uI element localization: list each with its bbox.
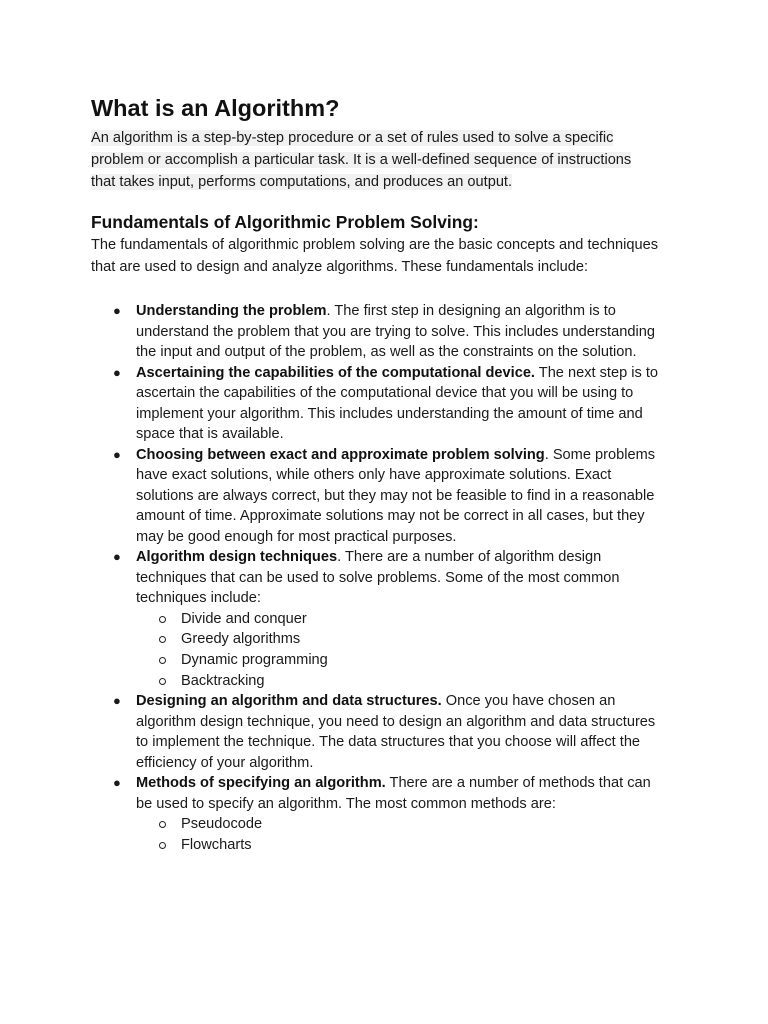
- list-item-term: Understanding the problem: [136, 303, 327, 319]
- hollow-bullet-icon: [159, 616, 166, 623]
- section-heading: Fundamentals of Algorithmic Problem Solving:: [91, 212, 479, 232]
- bullet-icon: ●: [113, 364, 121, 380]
- list-item-term: Choosing between exact and approximate problem solving: [136, 446, 545, 463]
- list-item-text: . The first step in designing an algorithm is to understand the problem that you are trying to solve. This includes understanding the input and output of the problem, as well as the constraints on the solution.: [136, 303, 655, 360]
- sub-list-item-text: Dynamic programming: [181, 651, 328, 668]
- hollow-bullet-icon: [159, 842, 166, 849]
- list-item-term: Methods of specifying an algorithm.: [136, 775, 386, 792]
- intro-paragraph: [91, 127, 666, 193]
- sub-list-item: [136, 671, 666, 692]
- sub-list-item-text: Divide and conquer: [181, 610, 307, 627]
- bullet-icon: ●: [113, 446, 121, 462]
- list-item: [91, 363, 666, 445]
- sub-list-item-text: Backtracking: [181, 672, 265, 689]
- sub-list-item-text: Greedy algorithms: [181, 631, 301, 648]
- bullet-icon: ●: [113, 693, 121, 709]
- list-item-term: Ascertaining the capabilities of the computational device.: [136, 364, 535, 381]
- sub-list-item: [136, 629, 666, 650]
- list-item-text: . There are a number of algorithm design techniques that can be used to solve problems. Some of the most common techniques include:: [136, 549, 620, 606]
- list-item-text: There are a number of methods that can be used to specify an algorithm. The most common methods are:: [136, 775, 651, 812]
- sub-list-item: [136, 650, 666, 671]
- sub-list-item-text: Flowcharts: [181, 837, 252, 854]
- list-item-text: Once you have chosen an algorithm design technique, you need to design an algorithm and data structures to implement the technique. The data structures that you choose will affect the efficiency of your algorithm.: [136, 693, 656, 771]
- list-item: [91, 773, 666, 855]
- sub-list-item: [136, 835, 666, 856]
- section-lead-paragraph: The fundamentals of algorithmic problem solving are the basic concepts and techniques that are used to design and analyze algorithms. These fundamentals include:: [91, 237, 659, 275]
- hollow-bullet-icon: [159, 821, 166, 828]
- sub-list-item: [136, 814, 666, 835]
- hollow-bullet-icon: [159, 657, 166, 664]
- list-item: [91, 547, 666, 691]
- list-item-text: The next step is to ascertain the capabilities of the computational device that you will be using to implement your algorithm. This includes understanding the amount of time and space that is available.: [136, 364, 659, 442]
- list-item: [91, 301, 666, 363]
- intro-line: problem or accomplish a particular task. It is a well-defined sequence of instructions: [91, 152, 632, 168]
- document-content: [91, 92, 666, 856]
- sub-list: [136, 814, 666, 855]
- list-item: [91, 691, 666, 773]
- page-title: What is an Algorithm?: [91, 95, 340, 121]
- bullet-icon: ●: [113, 549, 121, 564]
- sub-list: [136, 609, 666, 692]
- bullet-icon: ●: [113, 775, 121, 791]
- list-item: [91, 445, 666, 548]
- intro-line: that takes input, performs computations, and produces an output.: [91, 174, 513, 190]
- fundamentals-list: [91, 301, 666, 856]
- list-item-text: . Some problems have exact solutions, while others only have approximate solutions. Exact solutions are always correct, but they may not be feasible to find in a reasonable amount of time. Approximate solutions may not be correct in all cases, but they may be good enough for most practical purposes.: [136, 446, 656, 545]
- intro-line: An algorithm is a step-by-step procedure or a set of rules used to solve a specific: [91, 130, 614, 146]
- list-item-term: Algorithm design techniques: [136, 549, 338, 565]
- list-item-term: Designing an algorithm and data structures.: [136, 693, 442, 710]
- sub-list-item: [136, 609, 666, 630]
- hollow-bullet-icon: [159, 678, 166, 685]
- sub-list-item-text: Pseudocode: [181, 816, 263, 833]
- hollow-bullet-icon: [159, 636, 166, 643]
- bullet-icon: ●: [113, 303, 121, 318]
